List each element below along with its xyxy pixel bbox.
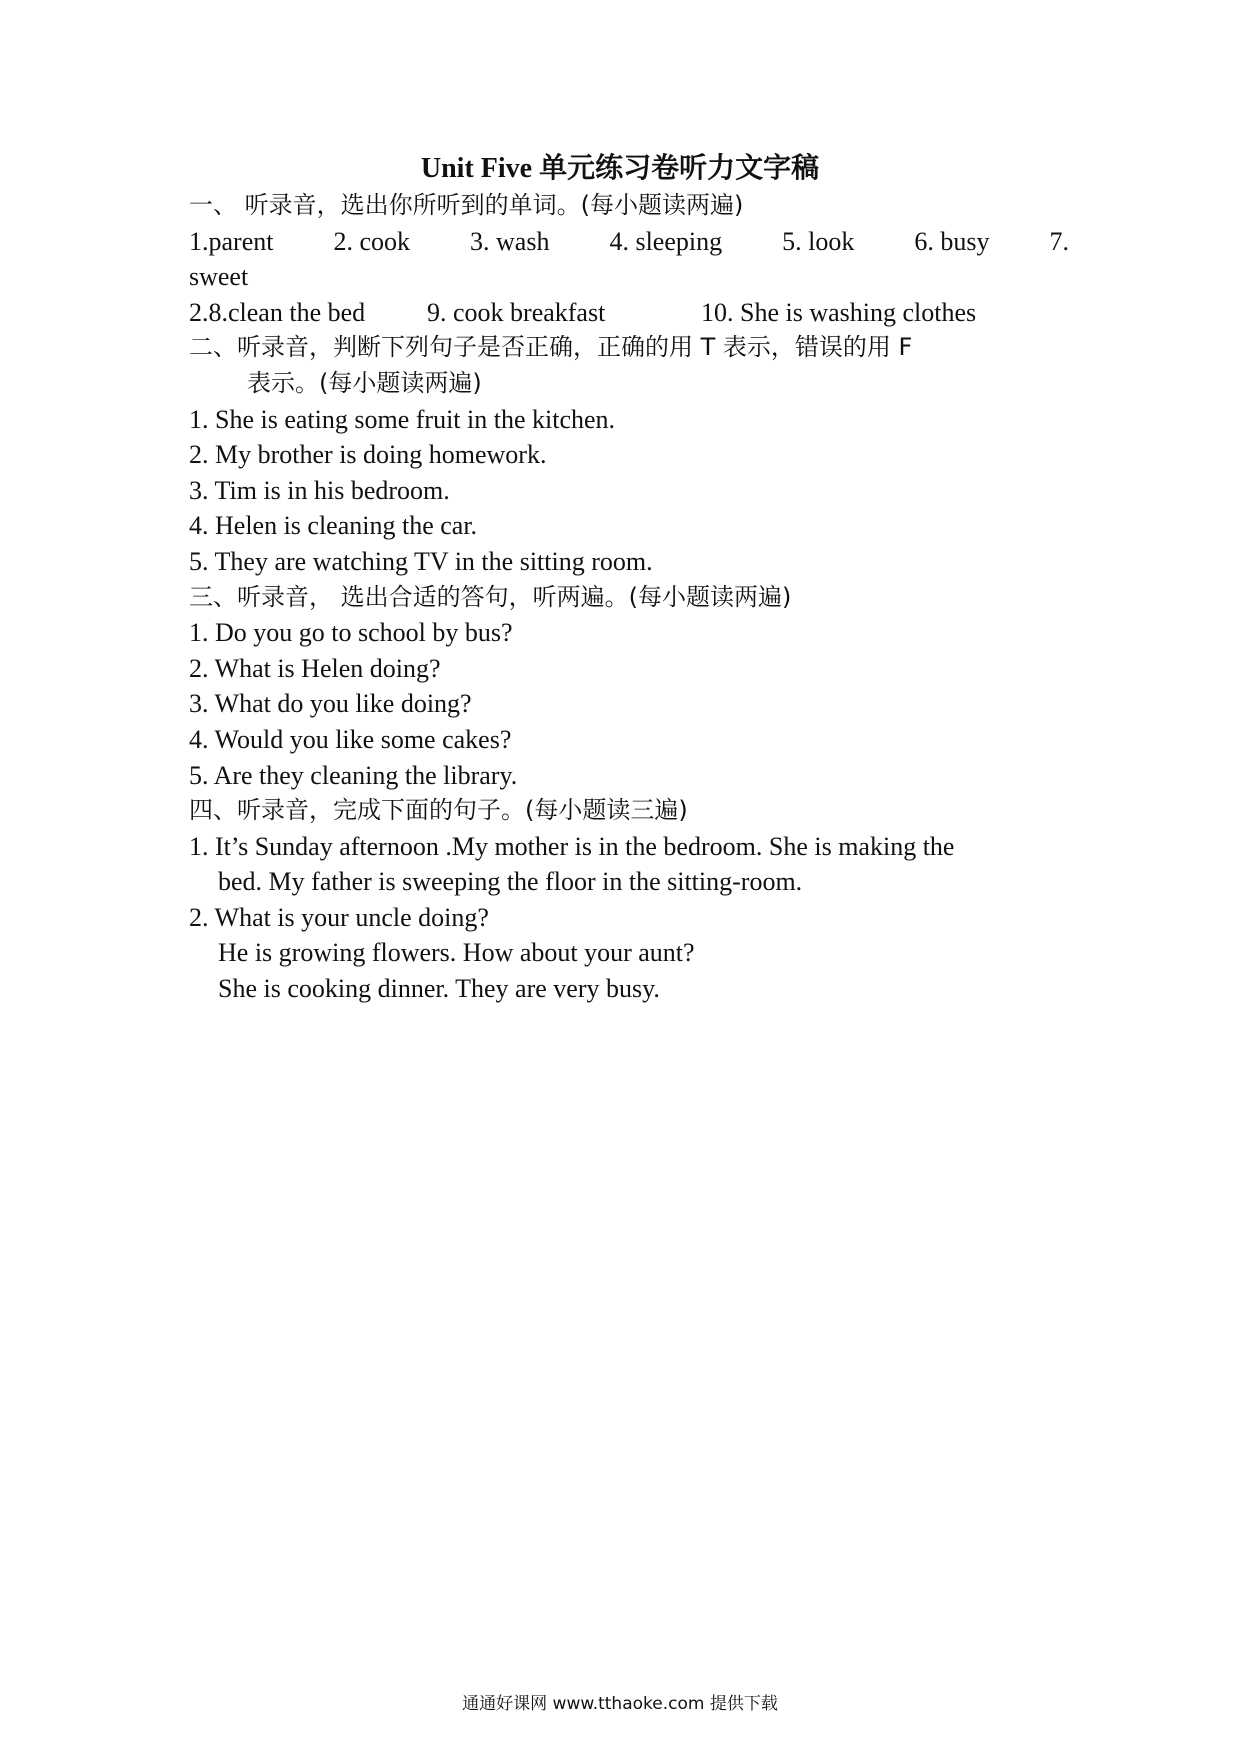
phrase-item: 9. cook breakfast — [427, 297, 606, 327]
section2-item: 4. Helen is cleaning the car. — [189, 511, 478, 541]
section2-item: 5. They are watching TV in the sitting room. — [189, 546, 653, 576]
section4-item1-continuation: bed. My father is sweeping the floor in the sitting-room. — [218, 867, 803, 897]
word-item: 4. sleeping — [609, 226, 723, 256]
section4-heading: 四、听录音，完成下面的句子。(每小题读三遍) — [189, 796, 688, 825]
section3-item: 5. Are they cleaning the library. — [189, 760, 518, 790]
section3-heading: 三、听录音， 选出合适的答句，听两遍。(每小题读两遍) — [189, 582, 792, 611]
word-item: 6. busy — [914, 226, 990, 256]
section2-item: 3. Tim is in his bedroom. — [189, 475, 450, 505]
section3-item: 1. Do you go to school by bus? — [189, 618, 513, 648]
section1-phrase-row — [189, 295, 1069, 331]
section4-item2: 2. What is your uncle doing? — [189, 902, 489, 932]
section2-item: 1. She is eating some fruit in the kitchen. — [189, 404, 616, 434]
page-footer: 通通好课网 www.tthaoke.com 提供下载 — [462, 1694, 778, 1714]
section3-item: 4. Would you like some cakes? — [189, 724, 512, 754]
word-item: 2. cook — [333, 226, 411, 256]
section2-heading-continuation: 表示。(每小题读两遍) — [247, 368, 482, 397]
section1-word-continuation: sweet — [189, 262, 249, 292]
section3-item: 3. What do you like doing? — [189, 689, 472, 719]
word-item: 5. look — [782, 226, 855, 256]
phrase-item: 10. She is washing clothes — [701, 297, 977, 327]
section1-word-row — [189, 224, 1069, 260]
word-item: 3. wash — [470, 226, 550, 256]
word-item: 1.parent — [189, 226, 274, 256]
section2-item: 2. My brother is doing homework. — [189, 440, 547, 470]
section1-heading: 一、 听录音，选出你所听到的单词。(每小题读两遍) — [189, 191, 744, 219]
document-title: Unit Five 单元练习卷听力文字稿 — [420, 153, 820, 184]
section4-item2-continuation: He is growing flowers. How about your aunt? — [218, 938, 695, 968]
section4-item1: 1. It’s Sunday afternoon .My mother is in the bedroom. She is making the — [189, 831, 955, 861]
phrase-item: 2.8.clean the bed — [189, 297, 366, 327]
section2-heading: 二、听录音，判断下列句子是否正确，正确的用 T 表示，错误的用 F — [189, 333, 913, 362]
section3-item: 2. What is Helen doing? — [189, 653, 441, 683]
document-body — [189, 188, 1069, 1007]
word-item: 7. — [1049, 226, 1069, 256]
section4-item2-continuation: She is cooking dinner. They are very busy. — [218, 974, 660, 1004]
